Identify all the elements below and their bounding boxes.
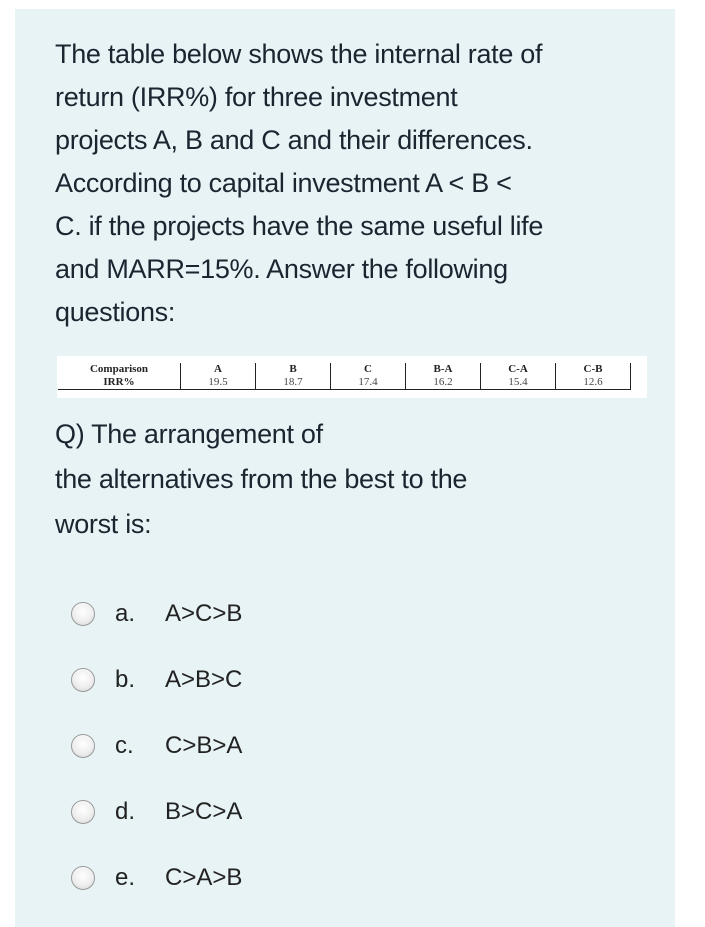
option-d[interactable] — [71, 792, 371, 832]
option-a[interactable] — [71, 594, 371, 634]
table-cell: 12.6 — [556, 376, 631, 390]
table-cell: 17.4 — [331, 376, 406, 390]
question-line: According to capital investment A < B < — [55, 168, 512, 198]
table-header-cell: C-A — [481, 363, 556, 376]
table-cell: 19.5 — [181, 376, 256, 390]
table-header-cell: C-B — [556, 363, 631, 376]
table-cell: 16.2 — [406, 376, 481, 390]
subquestion-line: Q) The arrangement of — [55, 419, 323, 449]
table-header-cell: C — [331, 363, 406, 376]
radio-button[interactable] — [71, 602, 95, 626]
table-header-cell: B — [256, 363, 331, 376]
radio-button[interactable] — [71, 668, 95, 692]
question-line: projects A, B and C and their differences. — [55, 125, 533, 155]
question-line: return (IRR%) for three investment — [55, 82, 458, 112]
option-c[interactable] — [71, 726, 371, 766]
radio-button[interactable] — [71, 800, 95, 824]
irr-table-image — [57, 356, 647, 398]
question-line: The table below shows the internal rate of — [55, 39, 543, 69]
irr-table — [58, 363, 631, 390]
table-header-cell: Comparison — [58, 363, 181, 376]
option-letter: d. — [115, 798, 136, 825]
option-text: C>A>B — [165, 864, 243, 891]
option-letter: c. — [115, 732, 134, 759]
subquestion-line: worst is: — [55, 509, 152, 539]
question-card — [15, 9, 675, 927]
option-e[interactable] — [71, 858, 371, 898]
table-header-cell: A — [181, 363, 256, 376]
option-text: B>C>A — [165, 798, 243, 825]
question-text — [55, 33, 655, 334]
question-line: C. if the projects have the same useful life — [55, 211, 544, 241]
table-cell: 18.7 — [256, 376, 331, 390]
option-text: A>C>B — [165, 600, 243, 627]
table-row-label: IRR% — [58, 376, 181, 390]
question-line: and MARR=15%. Answer the following — [55, 254, 508, 284]
radio-button[interactable] — [71, 734, 95, 758]
table-header-cell: B-A — [406, 363, 481, 376]
option-letter: a. — [115, 600, 136, 627]
subquestion-text — [55, 412, 655, 547]
option-text: A>B>C — [165, 666, 243, 693]
option-b[interactable] — [71, 660, 371, 700]
option-letter: b. — [115, 666, 136, 693]
table-row — [58, 376, 631, 390]
question-line: questions: — [55, 297, 176, 327]
subquestion-line: the alternatives from the best to the — [55, 464, 468, 494]
radio-button[interactable] — [71, 866, 95, 890]
table-cell: 15.4 — [481, 376, 556, 390]
option-letter: e. — [115, 864, 136, 891]
option-text: C>B>A — [165, 732, 243, 759]
table-header-row — [58, 363, 631, 376]
